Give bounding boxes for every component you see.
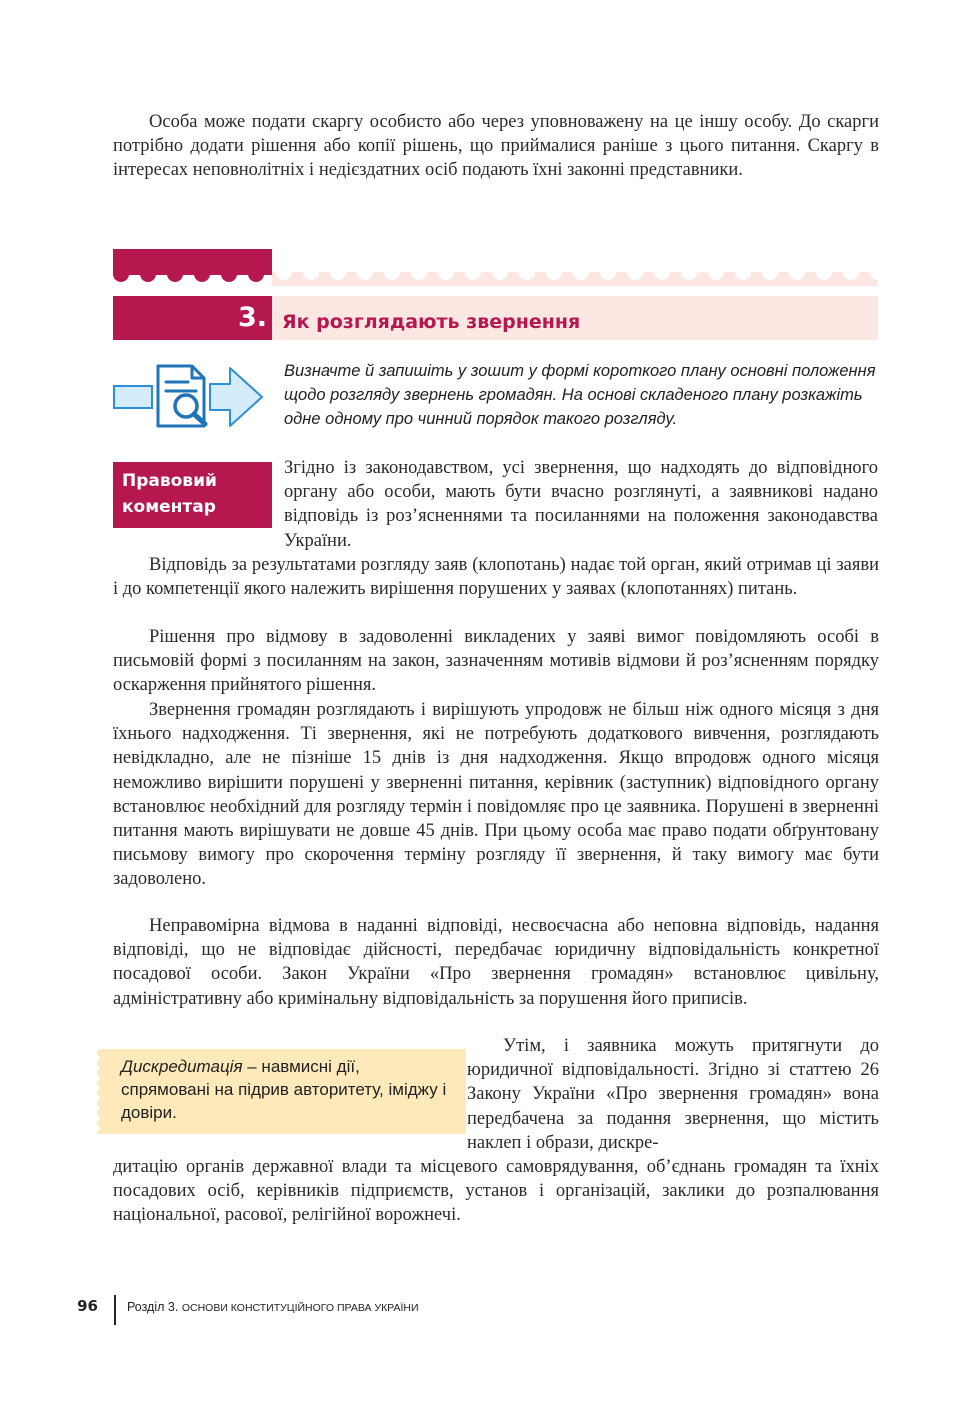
paragraph-terms: Звернення громадян розглядають і вирішують упродовж не більш ніж одного місяця з дня їхнього надходження. Ті звернення, які не потребують додаткового вивчення, розглядають невідкладно, але не пізніше 15 днів із дня надходження. Якщо впродовж одного місяця неможливо вирішити порушені у зверненні питання, керівник (заступник) відповідного органу встановлює необхідний для розгляду термін і повідомляє про це заявника. Порушені в зверненні питання мають вирішувати не довше 45 днів. При цьому особа має право подати обґрунтовану письмову вимогу про скорочення терміну розгляду її звернення, й таку вимогу має бути задоволено. xyxy=(113,700,879,890)
paragraph-applicant-liability: Утім, і заявника можуть притягнути до юридичної відповідальності. Згідно зі статтею 26 Закону України «Про звернення громадян» вона передбачена за подання звернення, що містить наклеп і образи, дискре- xyxy=(467,1036,879,1153)
definition-text: – навмисні дії, спрямовані на підрив авторитету, іміджу і довіри. xyxy=(121,1057,447,1122)
legal-comment-line1: Правовий xyxy=(122,471,217,491)
page-number: 96 xyxy=(77,1297,98,1315)
footer-chapter xyxy=(127,1298,419,1317)
section-title: Як розглядають звернення xyxy=(282,311,581,333)
paragraph-legal-comment: Згідно із законодавством, усі звернення, що надходять до відповідного органу або особи, мають бути вчасно розглянуті, а заявникові надано відповідь із роз’ясненнями та посиланнями на положення законодавства України. xyxy=(284,458,878,551)
paragraph-applicant-liability-cont: дитацію органів державної влади та місцевого самоврядування, об’єднань громадян та їхніх посадових осіб, керівників підприємств, установ і організацій, заклики до розпалювання національної, расової, релігійної ворожнечі. xyxy=(113,1157,879,1226)
footer-divider xyxy=(114,1295,116,1325)
footer-chapter-label: Розділ 3. xyxy=(127,1300,179,1314)
section-band-scallop xyxy=(113,272,878,286)
paragraph-liability: Неправомірна відмова в наданні відповіді, несвоєчасна або неповна відповідь, надання відповіді, що не відповідає дійсності, передбачає юридичну відповідальність конкретної посадової особи. Закон України «Про звернення громадян» встановлює цивільну, адміністративну або кримінальну відповідальність за порушення його приписів. xyxy=(113,916,879,1009)
paragraph-intro: Особа може подати скаргу особисто або через уповноважену на це іншу особу. До скарги потрібно додати рішення або копії рішень, що приймалися раніше з цього питання. Скаргу в інтересах неповнолітніх і недієздатних осіб подають їхні законні представники. xyxy=(113,112,879,181)
paragraph-response: Відповідь за результатами розгляду заяв (клопотань) надає той орган, який отримав ці заяви і до компетенції якого належить вирішення порушених у заявах (клопотаннях) питань. xyxy=(113,555,879,600)
legal-comment-line2: коментар xyxy=(122,497,216,517)
document-search-icon xyxy=(112,362,264,432)
definition-box xyxy=(100,1049,466,1134)
footer-chapter-title: ОСНОВИ КОНСТИТУЦІЙНОГО ПРАВА УКРАЇНИ xyxy=(181,1302,419,1314)
paragraph-refusal: Рішення про відмову в задоволенні викладених у заяві вимог повідомляють особі в письмовій формі з посиланням на закон, зазначенням мотивів відмови й роз’ясненням порядку оскарження прийнятого рішення. xyxy=(113,627,879,696)
task-instruction: Визначте й запишіть у зошит у формі короткого плану основні положення щодо розгляду звернень громадян. На основі складеного плану розкажіть одне одному про чинний порядок такого розгляду. xyxy=(284,362,876,428)
legal-comment-label xyxy=(113,462,272,528)
definition-term: Дискредитація xyxy=(121,1057,243,1076)
section-number: 3. xyxy=(237,302,267,333)
